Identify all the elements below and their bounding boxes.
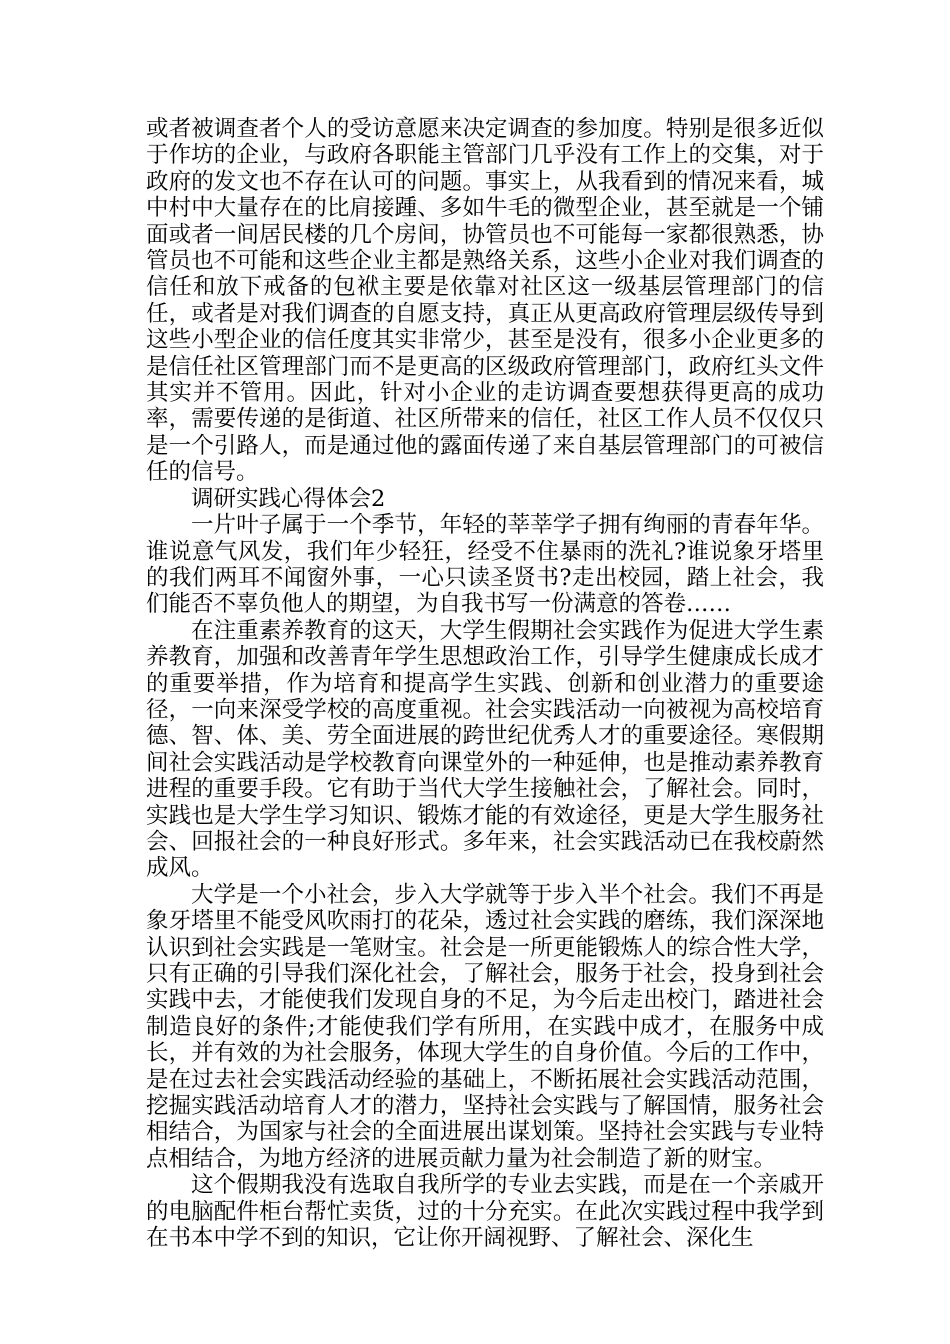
paragraph-intro: 一片叶子属于一个季节，年轻的莘莘学子拥有绚丽的青春年华。谁说意气风发，我们年少轻狂，经受不住暴雨的洗礼?谁说象牙塔里的我们两耳不闻窗外事，一心只读圣贤书?走出校园，踏上社会，我们能否不辜负他人的期望，为自我书写一份满意的答卷…… [146,512,824,618]
section-heading: 调研实践心得体会2 [191,485,386,512]
paragraph-university-society: 大学是一个小社会，步入大学就等于步入半个社会。我们不再是象牙塔里不能受风吹雨打的花朵，透过社会实践的磨练，我们深深地认识到社会实践是一笔财宝。社会是一所更能锻炼人的综合性大学，只有正确的引导我们深化社会，了解社会，服务于社会，投身到社会实践中去，才能使我们发现自身的不足，为今后走出校门，踏进社会制造良好的条件;才能使我们学有所用，在实践中成才，在服务中成长，并有效的为社会服务，体现大学生的自身价值。今后的工作中，是在过去社会实践活动经验的基础上，不断拓展社会实践活动范围，挖掘实践活动培育人才的潜力，坚持社会实践与了解国情，服务社会相结合，为国家与社会的全面进展出谋划策。坚持社会实践与专业特点相结合，为地方经济的进展贡献力量为社会制造了新的财宝。 [146,881,824,1172]
document-page [146,116,824,1251]
paragraph-holiday-practice: 这个假期我没有选取自我所学的专业去实践，而是在一个亲戚开的电脑配件柜台帮忙卖货，过的十分充实。在此次实践过程中我学到在书本中学不到的知识，它让你开阔视野、了解社会、深化生 [146,1172,824,1252]
paragraph-quality-education: 在注重素养教育的这天，大学生假期社会实践作为促进大学生素养教育，加强和改善青年学生思想政治工作，引导学生健康成长成才的重要举措，作为培育和提高学生实践、创新和创业潜力的重要途径，一向来深受学校的高度重视。社会实践活动一向被视为高校培育德、智、体、美、劳全面进展的跨世纪优秀人才的重要途径。寒假期间社会实践活动是学校教育向课堂外的一种延伸，也是推动素养教育进程的重要手段。它有助于当代大学生接触社会，了解社会。同时，实践也是大学生学习知识、锻炼才能的有效途径，更是大学生服务社会、回报社会的一种良好形式。多年来，社会实践活动已在我校蔚然成风。 [146,617,824,882]
paragraph-continuation: 或者被调查者个人的受访意愿来决定调查的参加度。特别是很多近似于作坊的企业，与政府各职能主管部门几乎没有工作上的交集，对于政府的发文也不存在认可的问题。事实上，从我看到的情况来看，城中村中大量存在的比肩接踵、多如牛毛的微型企业，甚至就是一个铺面或者一间居民楼的几个房间，协管员也不可能每一家都很熟悉，协管员也不可能和这些企业主都是熟络关系，这些小企业对我们调查的信任和放下戒备的包袱主要是依靠对社区这一级基层管理部门的信任，或者是对我们调查的自愿支持，真正从更高政府管理层级传导到这些小型企业的信任度其实非常少，甚至是没有，很多小企业更多的是信任社区管理部门而不是更高的区级政府管理部门，政府红头文件其实并不管用。因此，针对小企业的走访调查要想获得更高的成功率，需要传递的是街道、社区所带来的信任，社区工作人员不仅仅只是一个引路人，而是通过他的露面传递了来自基层管理部门的可被信任的信号。 [146,116,824,486]
